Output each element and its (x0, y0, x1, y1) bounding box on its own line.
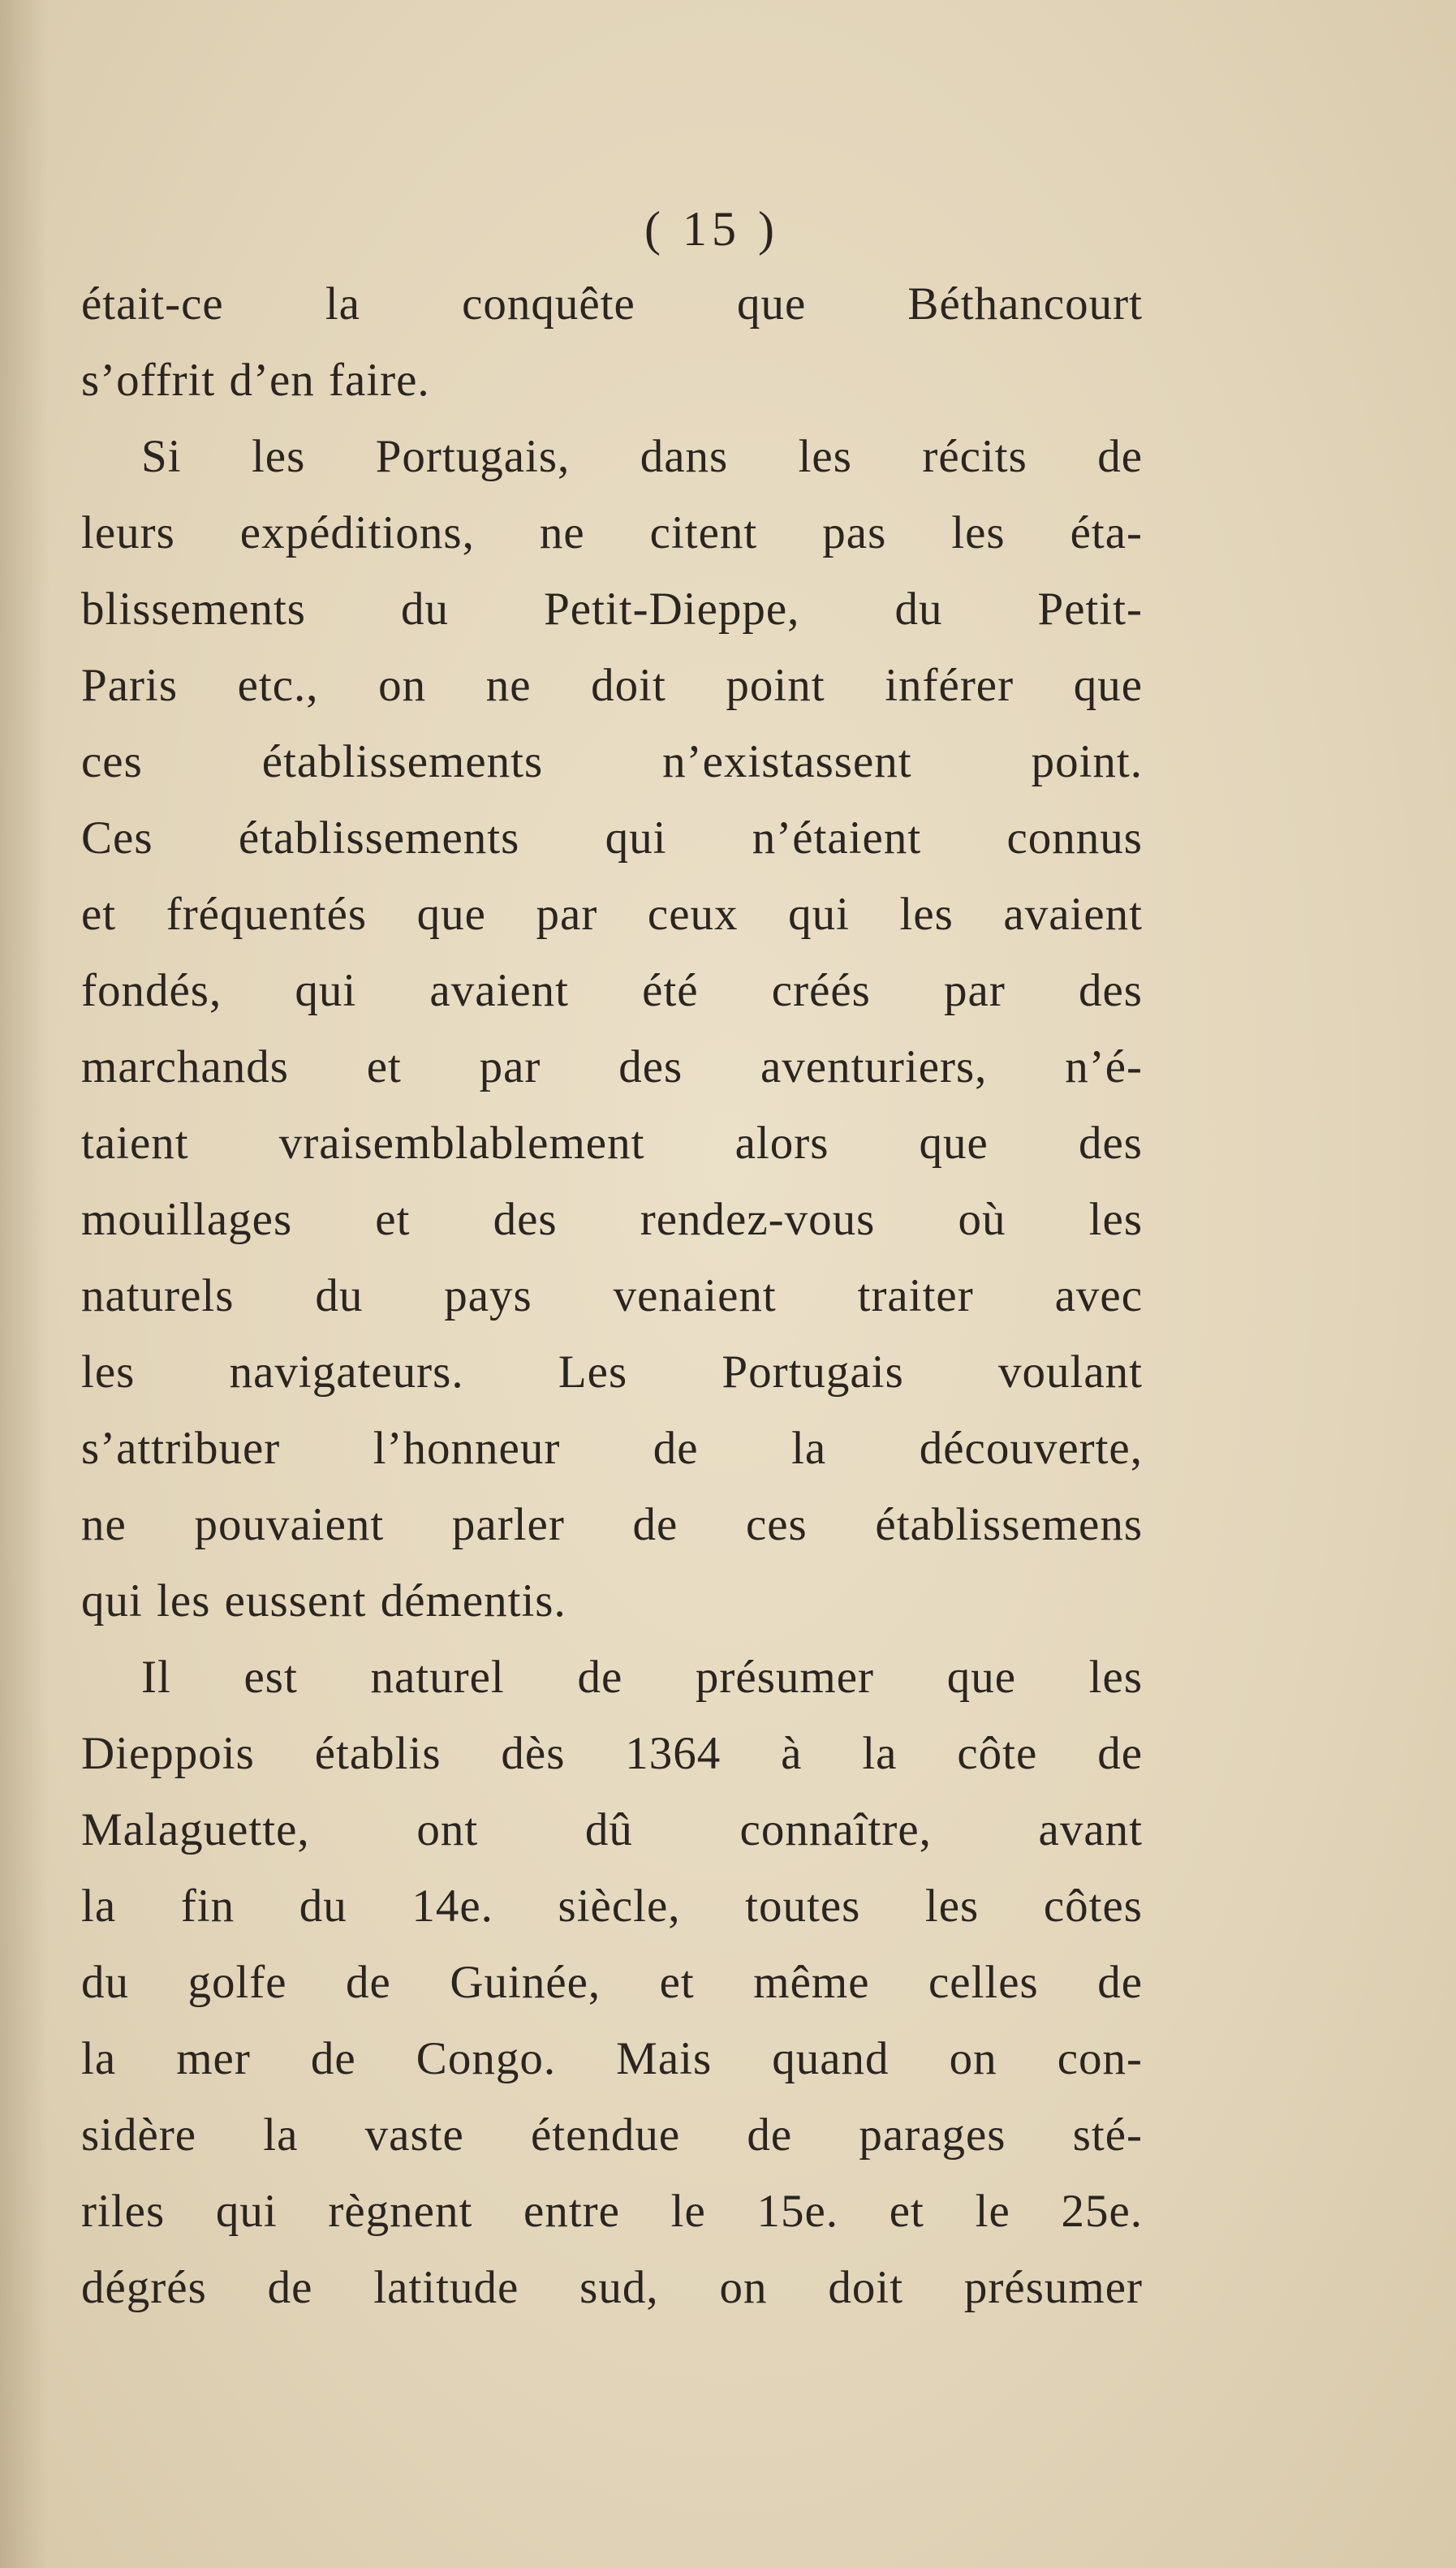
text-line: et fréquentés que par ceux qui les avaient (81, 889, 1143, 940)
page-number: ( 15 ) (644, 202, 779, 256)
text-line: blissements du Petit-Dieppe, du Petit- (81, 584, 1143, 635)
text-line: dégrés de latitude sud, on doit présumer (81, 2262, 1143, 2313)
text-line: qui les eussent démentis. (81, 1575, 566, 1627)
text-line: naturels du pays venaient traiter avec (81, 1270, 1143, 1321)
text-line: Si les Portugais, dans les récits de (141, 431, 1143, 482)
text-line: du golfe de Guinée, et même celles de (81, 1957, 1143, 2008)
text-line: ne pouvaient parler de ces établissemens (81, 1499, 1143, 1550)
text-line: Dieppois établis dès 1364 à la côte de (81, 1728, 1143, 1779)
text-line: fondés, qui avaient été créés par des (81, 965, 1143, 1016)
text-line: la fin du 14e. siècle, toutes les côtes (81, 1881, 1143, 1932)
text-line: ces établissements n’existassent point. (81, 736, 1143, 787)
text-line: taient vraisemblablement alors que des (81, 1118, 1143, 1169)
text-line: Ces établissements qui n’étaient connus (81, 812, 1143, 864)
text-line: Malaguette, ont dû connaître, avant (81, 1804, 1143, 1855)
text-line: riles qui règnent entre le 15e. et le 25e. (81, 2186, 1143, 2237)
body-text (81, 266, 1143, 2326)
text-line: les navigateurs. Les Portugais voulant (81, 1346, 1143, 1398)
text-line: marchands et par des aventuriers, n’é- (81, 1041, 1143, 1092)
text-line: mouillages et des rendez-vous où les (81, 1194, 1143, 1245)
text-line: était-ce la conquête que Béthancourt (81, 278, 1143, 330)
text-line: Il est naturel de présumer que les (141, 1652, 1143, 1703)
text-line: Paris etc., on ne doit point inférer que (81, 660, 1143, 711)
text-line: sidère la vaste étendue de parages sté- (81, 2109, 1143, 2161)
text-line: la mer de Congo. Mais quand on con- (81, 2033, 1143, 2084)
text-line: s’offrit d’en faire. (81, 355, 430, 406)
text-line: leurs expéditions, ne citent pas les éta- (81, 507, 1143, 558)
text-line: s’attribuer l’honneur de la découverte, (81, 1423, 1143, 1474)
